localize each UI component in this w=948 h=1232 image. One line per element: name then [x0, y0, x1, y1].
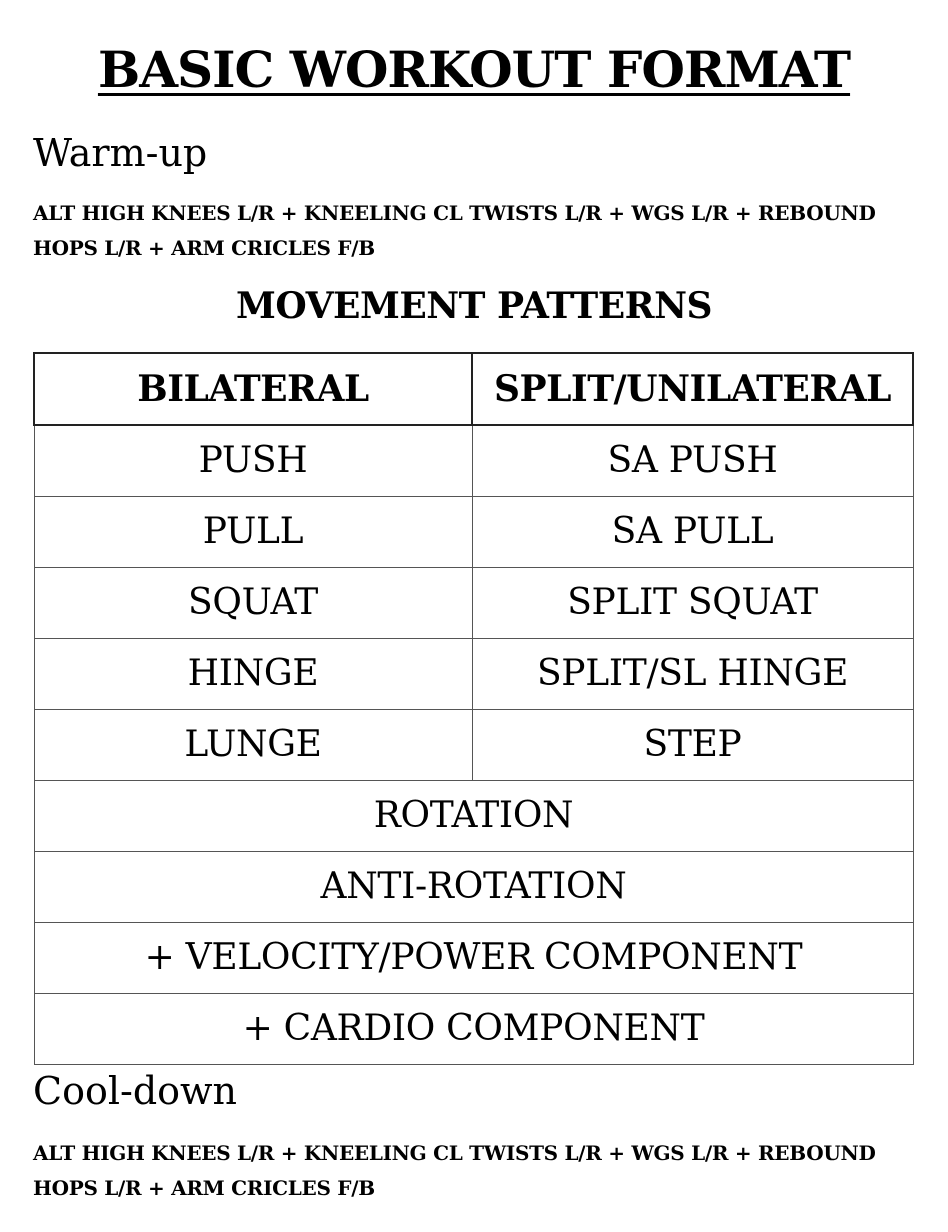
header-split-unilateral: SPLIT/UNILATERAL [472, 353, 913, 425]
cell-bilateral: PUSH [34, 425, 472, 497]
cell-unilateral: SPLIT SQUAT [472, 568, 913, 639]
warmup-routine-line: ALT HIGH KNEES L/R + KNEELING CL TWISTS L/R + WGS L/R + REBOUND [33, 201, 876, 225]
cell-unilateral: SA PULL [472, 497, 913, 568]
cell-rotation: ROTATION [34, 781, 913, 852]
warmup-routine-line: HOPS L/R + ARM CRICLES F/B [33, 236, 375, 260]
movement-patterns-heading: MOVEMENT PATTERNS [236, 285, 712, 327]
cell-velocity-power: + VELOCITY/POWER COMPONENT [34, 923, 913, 994]
table-row [34, 568, 913, 639]
cell-bilateral: HINGE [34, 639, 472, 710]
cell-bilateral: LUNGE [34, 710, 472, 781]
table-row [34, 639, 913, 710]
cell-anti-rotation: ANTI-ROTATION [34, 852, 913, 923]
warmup-label: Warm-up [33, 131, 208, 175]
table-row-full [34, 781, 913, 852]
table-row-full [34, 923, 913, 994]
page-title-text: BASIC WORKOUT FORMAT [97, 40, 851, 99]
table-header-row [34, 353, 913, 425]
cell-bilateral: PULL [34, 497, 472, 568]
cooldown-routine-line: ALT HIGH KNEES L/R + KNEELING CL TWISTS L/R + WGS L/R + REBOUND [33, 1141, 876, 1165]
cooldown-label: Cool-down [33, 1069, 238, 1113]
warmup-routine [33, 196, 913, 266]
table-row [34, 425, 913, 497]
cooldown-routine-line: HOPS L/R + ARM CRICLES F/B [33, 1176, 375, 1200]
table-row [34, 497, 913, 568]
cooldown-routine [33, 1136, 913, 1206]
cell-unilateral: STEP [472, 710, 913, 781]
page-title [0, 40, 948, 100]
table-row [34, 710, 913, 781]
table-row-full [34, 852, 913, 923]
cell-unilateral: SA PUSH [472, 425, 913, 497]
movement-patterns-table [33, 352, 914, 1065]
table-row-full [34, 994, 913, 1065]
cell-cardio: + CARDIO COMPONENT [34, 994, 913, 1065]
cell-bilateral: SQUAT [34, 568, 472, 639]
header-bilateral: BILATERAL [34, 353, 472, 425]
cell-unilateral: SPLIT/SL HINGE [472, 639, 913, 710]
